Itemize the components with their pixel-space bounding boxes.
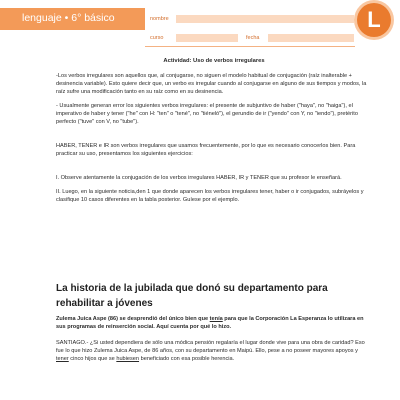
body-text-2: cinco hijos que se: [68, 356, 117, 362]
instruction-1: I. Observe atentamente la conjugación de los verbos irregulares HABER, IR y TENER que su profesor le enseñará.: [56, 175, 342, 181]
article-title: La historia de la jubilada que donó su departamento para rehabilitar a jóvenes: [56, 283, 328, 309]
body-text-3: beneficiado con esa posible herencia.: [139, 356, 235, 362]
article-lead: [56, 315, 372, 331]
paragraph-intro-exercises: HABER, TENER e IR son verbos irregulares que usamos frecuentemente, por lo que es necesario conocerlos bien. Para practicar su uso, presentamos los siguientes ejercicios:: [56, 143, 356, 157]
underlined-verb: tenía: [209, 316, 223, 322]
curso-label: curso: [150, 35, 164, 41]
activity-content: [56, 58, 372, 210]
paragraph-definition: -Los verbos irregulares son aquellos que, al conjugarse, no siguen el modelo habitual de conjugación (raíz inalterable + desinencia variable). Esto quiere decir que, un verbo es irregular cuando al conjugarse en alguno de sus tiempos y modos, la raíz sufre una modificación tanto en su raíz como en su desinencia.: [56, 73, 367, 95]
subject-name: lenguaje: [22, 12, 62, 24]
underlined-verb: hubiesen: [116, 356, 140, 362]
nombre-field[interactable]: [176, 15, 354, 23]
news-article: [56, 281, 372, 363]
body-text-1: SANTIAGO.- ¿Si usted dependiera de sólo una módica pensión regalaría el lugar donde vive para una obra de caridad? Eso fue lo que hizo Zulema Juica Aspe, de 86 años, con su departamento en Maipú. Ello, pese a no poseer mayores apoyos y: [56, 340, 365, 354]
subject-label: [22, 12, 115, 24]
student-fields: [148, 10, 356, 54]
lead-text-2: para que la Corporación La Esperanza lo utilizara en sus programas de reinserción social. Aquí cuenta por qué lo hizo.: [56, 316, 364, 330]
paragraph-common-errors: - Usualmente generan error los siguientes verbos irregulares: el presente de subjuntivo de haber ("haya", no "haiga"), el imperativo de haber y tener ("he" con H: "ten" o "tené", no "tiéneló"), el gerundio de ir ("yendo" con Y, no "iendo"), pretérito perfecto ("tuve" con V, no "tube").: [56, 103, 358, 125]
grade-label: 6° básico: [71, 12, 115, 24]
lead-text-1: Zulema Juica Aspe (86) se desprendió del único bien que: [56, 316, 210, 322]
nombre-label: nombre: [150, 16, 169, 22]
instruction-2: II. Luego, en la siguiente noticia,den 1 que donde aparecen los verbos irregulares tener, haber o ir conjugados, subráyelos y clasifique 10 casos diferentes en la tabla posterior. Guíese por el ejemplo.: [56, 189, 364, 203]
badge-letter: L: [367, 7, 381, 32]
article-body: [56, 339, 372, 363]
subject-bullet: •: [64, 12, 69, 24]
fecha-field[interactable]: [268, 34, 354, 42]
header-divider: [145, 46, 355, 47]
underlined-verb: tener: [56, 356, 69, 362]
fecha-label: fecha: [246, 35, 260, 41]
curso-field[interactable]: [176, 34, 238, 42]
subject-badge-icon: [357, 3, 391, 37]
activity-title: Actividad: Uso de verbos irregulares: [163, 58, 265, 64]
worksheet-header: [0, 0, 400, 60]
